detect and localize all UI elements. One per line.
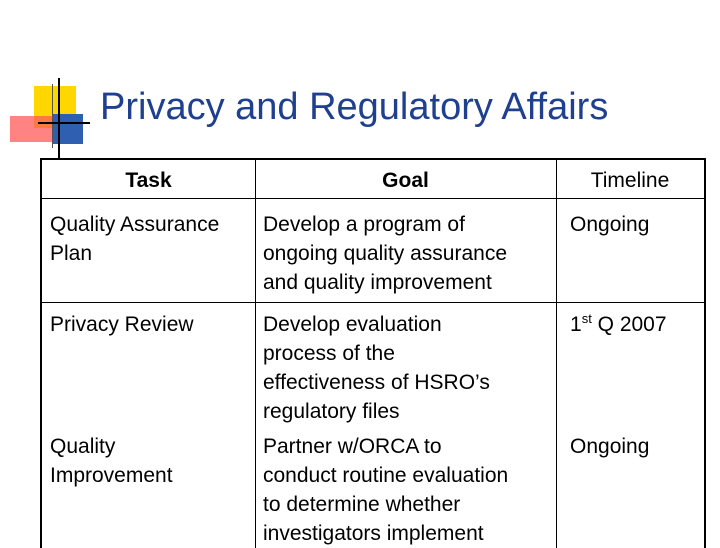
header-goal: Goal (382, 169, 429, 192)
row-3-task: Quality Improvement (50, 435, 173, 487)
column-divider (556, 160, 557, 548)
row-2-goal: Develop evaluation process of the effectiveness of HSRO’s regulatory files (263, 313, 490, 423)
row-2-task: Privacy Review (50, 313, 194, 336)
goals-table (40, 158, 706, 548)
row-3-timeline: Ongoing (570, 435, 650, 458)
decor-horizontal-line (38, 122, 90, 124)
row-1-timeline: Ongoing (570, 213, 650, 236)
column-divider (255, 160, 256, 548)
timeline-quarter-year: Q 2007 (591, 313, 667, 336)
row-3-goal: Partner w/ORCA to conduct routine evaluation to determine whether investigators implement (263, 435, 509, 545)
slide-title: Privacy and Regulatory Affairs (100, 86, 609, 128)
decor-red-rectangle (10, 116, 52, 142)
decor-vertical-thin-line (52, 84, 53, 148)
timeline-ordinal-number: 1 (570, 313, 582, 336)
header-timeline: Timeline (590, 169, 670, 192)
row-1-goal: Develop a program of ongoing quality assurance and quality improvement (263, 213, 508, 294)
header-task: Task (125, 169, 172, 192)
timeline-ordinal-suffix: st (581, 311, 592, 326)
decor-vertical-line (58, 78, 60, 160)
row-1-task: Quality Assurance Plan (50, 213, 220, 265)
row-2-timeline (570, 310, 706, 339)
row-divider (42, 198, 704, 199)
row-divider (42, 302, 704, 303)
